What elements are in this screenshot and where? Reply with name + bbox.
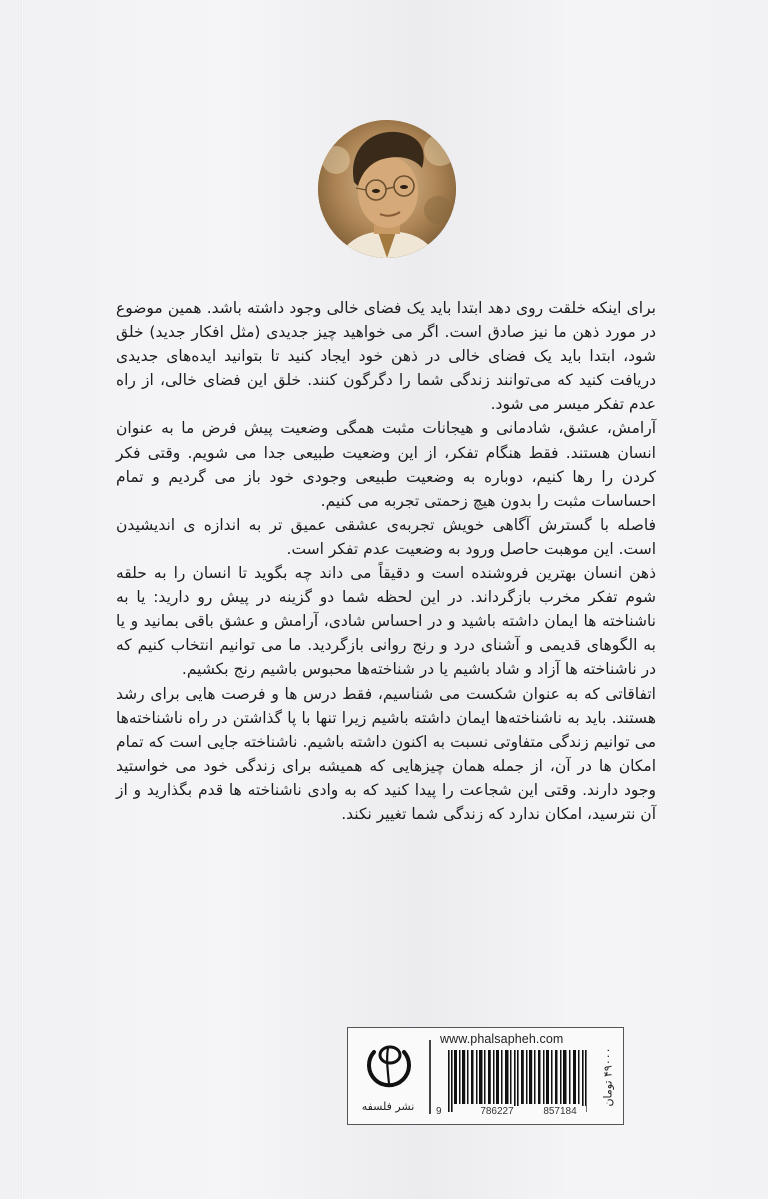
price-label [596,1034,620,1120]
paragraph-4: ذهن انسان بهترین فروشنده است و دقیقاً می داند چه بگوید تا انسان را به حلقه شوم تفکر مخرب بازگرداند. در این لحظه شما دو گزینه در پیش رو دارید: یا به ناشناخته ها ایمان داشته باشید و در احساس شادی، آرامش و عشق باقی بمانید و یا به الگوهای قدیمی و آشنای درد و رنج روانی بازگردید. ما می توانیم انتخاب کنیم که در ناشناخته ها آزاد و شاد باشیم یا در شناخته‌ها محبوس باشیم رنج بکشیم. [116,564,656,679]
paragraph-5: اتفاقاتی که به عنوان شکست می شناسیم، فقط درس ها و فرصت هایی برای رشد هستند. باید به ناشناخته‌ها ایمان داشته باشیم زیرا تنها با پا گذاشتن در راه ناشناخته‌ها می توانیم زندگی متفاوتی نسبت به اکنون داشته باشیم. ناشناخته جایی است که تمام امکان ها در آن، از جمله همان چیزهایی که همیشه برای زندگی خود می خواستید وجود دارند. وقتی این شجاعت را پیدا کنید که به وادی ناشناخته ها قدم بگذارید و از آن نترسید، امکان ندارد که زندگی شما تغییر نکند. [116,684,656,823]
paragraph-1: برای اینکه خلقت روی دهد ابتدا باید یک فضای خالی وجود داشته باشد. همین موضوع در مورد ذهن ما نیز صادق است. اگر می خواهید چیز جدیدی (مثل افکار جدید) خلق شود، ابتدا باید یک فضای خالی در ذهن خود ایجاد کنید تا بتوانید ایده‌های جدیدی دریافت کنید که می‌توانند زندگی شما را دگرگون کنند. خلق این فضای خالی، از راه عدم تفکر میسر می شود. [116,299,656,414]
publisher-name: نشر فلسفه [361,1100,415,1113]
barcode-section [436,1028,596,1124]
publisher-website: www.phalsapheh.com [440,1032,564,1046]
spine-fold-line [21,0,24,1199]
publisher-logo-section [348,1028,428,1124]
price-text: ۴۹۰۰۰ تومان [601,1047,615,1107]
imprint-divider [429,1040,431,1114]
isbn-digits-left: 786227 [466,1106,528,1117]
paragraph-3: فاصله با گسترش آگاهی خویش تجربه‌ی عشقی عمیق تر به اندازه ی اندیشیدن است. این موهبت حاصل ورود به وضعیت عدم تفکر است. [116,515,656,558]
back-cover-text [116,296,656,826]
paragraph-2: آرامش، عشق، شادمانی و هیجانات مثبت همگی وضعیت پیش فرض ما به عنوان انسان هستند. فقط هنگام تفکر، از این وضعیت طبیعی جدا می شویم. وقتی فکر کردن را رها کنیم، دوباره به وضعیت طبیعی وجودی خود باز می گردیم و تمام احساسات مثبت را بدون هیچ زحمتی تجربه می کنیم. [116,419,656,510]
imprint-box [347,1027,624,1125]
publisher-logo-phi-icon [366,1038,412,1090]
author-portrait [318,120,456,258]
author-portrait-icon [318,120,456,258]
isbn-digits-right: 857184 [534,1106,586,1117]
isbn-barcode [448,1050,592,1112]
isbn-prefix: 9 [436,1106,442,1117]
